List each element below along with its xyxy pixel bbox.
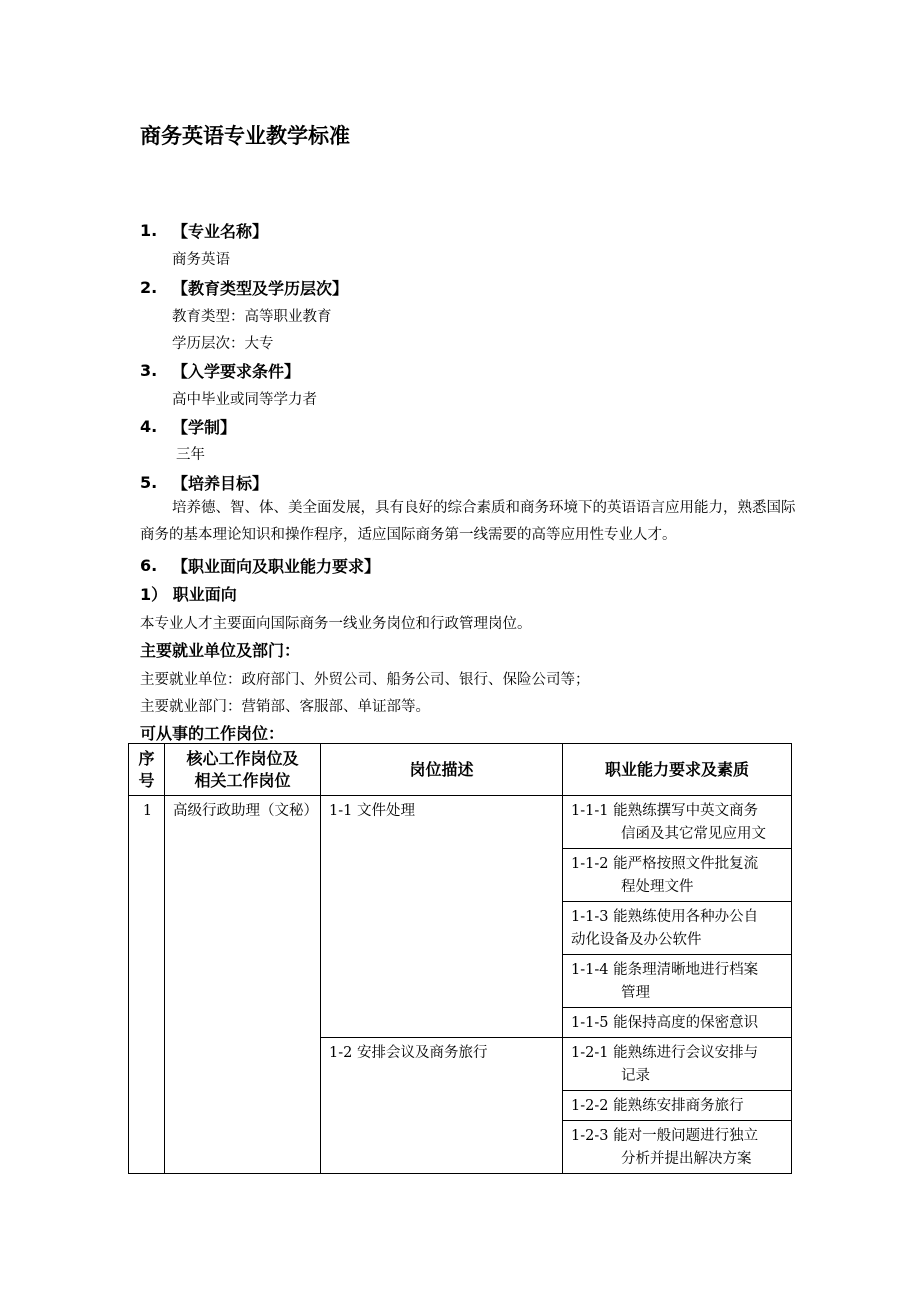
section-number: 2. <box>140 278 158 297</box>
section-heading <box>140 219 268 242</box>
cell-requirement <box>563 1038 792 1091</box>
section-text: 教育类型：高等职业教育 <box>172 309 332 325</box>
requirement-line: 1-1-4 能条理清晰地进行档案 <box>571 962 759 978</box>
table-row <box>129 796 792 849</box>
requirement-line: 信函及其它常见应用文 <box>621 826 766 842</box>
requirement-line: 程处理文件 <box>621 879 694 895</box>
requirement-line: 1-1-1 能熟练撰写中英文商务 <box>571 803 759 819</box>
section-title: 【学制】 <box>172 418 237 437</box>
requirement-line: 动化设备及办公软件 <box>571 932 702 948</box>
cell-requirement <box>563 849 792 902</box>
section-text: 三年 <box>176 447 205 463</box>
cell-post: 高级行政助理（文秘） <box>165 796 321 1174</box>
requirement-line: 记录 <box>621 1068 650 1084</box>
section-text: 商务英语 <box>172 252 230 268</box>
cell-description: 1-1 文件处理 <box>321 796 563 1038</box>
section-title: 【入学要求条件】 <box>172 362 301 381</box>
section-number: 3. <box>140 361 158 380</box>
section-number: 1. <box>140 221 158 240</box>
section-title: 【教育类型及学历层次】 <box>172 279 349 298</box>
requirement-line: 管理 <box>621 985 650 1001</box>
requirement-line: 1-1-3 能熟练使用各种办公自 <box>571 909 759 925</box>
career-intro: 本专业人才主要面向国际商务一线业务岗位和行政管理岗位。 <box>140 616 532 632</box>
requirement-line: 1-2-3 能对一般问题进行独立 <box>571 1128 759 1144</box>
header-seq <box>129 744 165 796</box>
header-line: 序 <box>138 748 155 768</box>
training-goal-paragraph <box>140 495 800 549</box>
units-heading: 主要就业单位及部门： <box>140 641 301 660</box>
departments-line: 主要就业部门：营销部、客服部、单证部等。 <box>140 699 430 715</box>
career-heading: 1） 职业面向 <box>140 585 237 604</box>
header-line: 号 <box>138 770 155 790</box>
cell-requirement <box>563 902 792 955</box>
section-heading <box>140 471 268 494</box>
document-title: 商务英语专业教学标准 <box>140 124 350 148</box>
requirement-line: 1-2-2 能熟练安排商务旅行 <box>571 1098 744 1114</box>
units-line: 主要就业单位：政府部门、外贸公司、船务公司、银行、保险公司等； <box>140 672 590 688</box>
section-text: 学历层次：大专 <box>172 336 274 352</box>
paragraph-text: 培养德、智、体、美全面发展，具有良好的综合素质和商务环境下的英语语言应用能力，熟悉国际商务的基本理论知识和操作程序，适应国际商务第一线需要的高等应用性专业人才。 <box>140 500 796 543</box>
requirement-line: 分析并提出解决方案 <box>621 1151 752 1167</box>
cell-description: 1-2 安排会议及商务旅行 <box>321 1038 563 1174</box>
cell-requirement <box>563 1091 792 1121</box>
header-post <box>165 744 321 796</box>
jobs-heading: 可从事的工作岗位： <box>140 724 285 743</box>
section-heading <box>140 359 300 382</box>
section-number: 6. <box>140 556 158 575</box>
requirement-line: 1-1-2 能严格按照文件批复流 <box>571 856 759 872</box>
requirement-line: 1-2-1 能熟练进行会议安排与 <box>571 1045 759 1061</box>
section-number: 4. <box>140 417 158 436</box>
header-line: 相关工作岗位 <box>194 770 291 790</box>
section-heading <box>140 415 236 438</box>
cell-requirement <box>563 955 792 1008</box>
section-title: 【职业面向及职业能力要求】 <box>172 557 381 576</box>
cell-requirement <box>563 1008 792 1038</box>
section-title: 【专业名称】 <box>172 222 269 241</box>
table-header-row <box>129 744 792 796</box>
section-number: 5. <box>140 473 158 492</box>
header-requirements: 职业能力要求及素质 <box>563 744 792 796</box>
header-description: 岗位描述 <box>321 744 563 796</box>
header-line: 核心工作岗位及 <box>186 748 299 768</box>
section-title: 【培养目标】 <box>172 474 269 493</box>
section-heading <box>140 554 380 577</box>
requirement-line: 1-1-5 能保持高度的保密意识 <box>571 1015 759 1031</box>
cell-requirement <box>563 1121 792 1174</box>
section-text: 高中毕业或同等学力者 <box>172 392 317 408</box>
cell-requirement <box>563 796 792 849</box>
cell-seq: 1 <box>129 796 165 1174</box>
section-heading <box>140 276 348 299</box>
jobs-table <box>128 743 792 1174</box>
